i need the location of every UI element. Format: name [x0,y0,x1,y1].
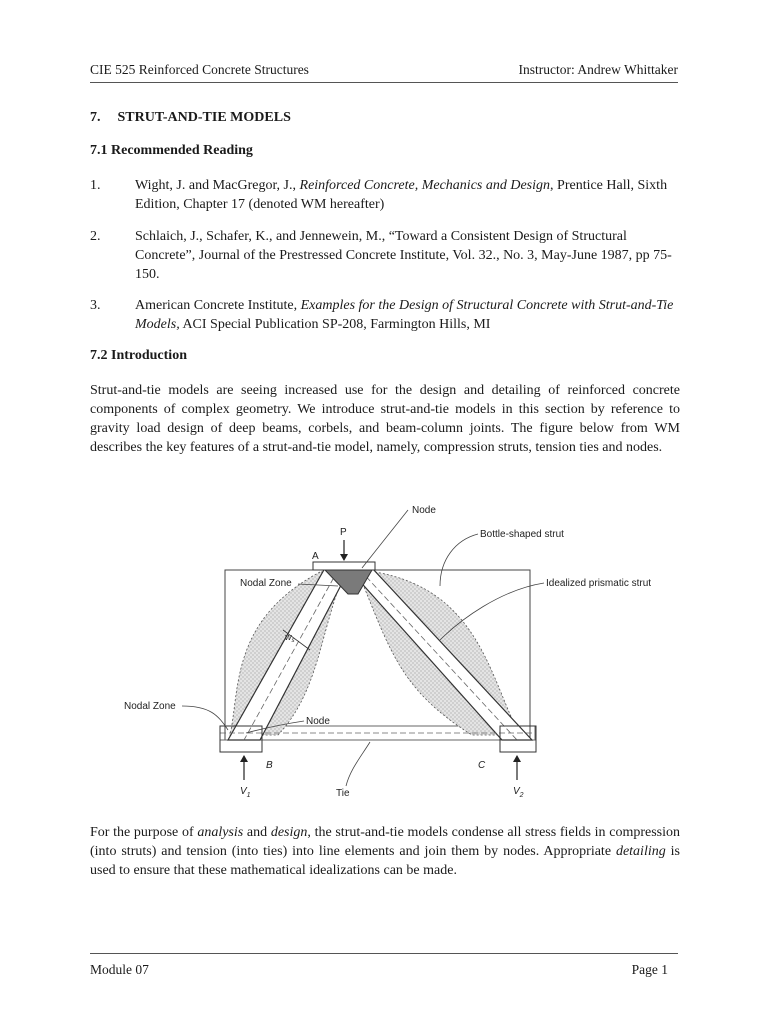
intro-paragraph: Strut-and-tie models are seeing increased use for the design and detailing of reinforced concrete components of complex geometry. We introduce strut-and-tie models in this section by reference to gravity load design of deep beams, corbels, and beam-column joints. The figure below from WM describes the key features of a strut-and-tie model, namely, compression struts, tension ties and nodes. [90,383,680,455]
footer-module: Module 07 [90,962,149,977]
load-arrowhead [340,554,348,561]
reference-number: 1. [90,178,101,193]
reading-heading-text: Recommended Reading [111,143,253,158]
closing-paragraph: For the purpose of analysis and design, the strut-and-tie models condense all stress fields in compression (into struts) and tension (into ties) into line elements and join them by nodes. Appropriate detailing is used to ensure that these mathematical idealizations can be made. [90,825,681,878]
reference-1 [90,176,680,216]
footer-rule [90,953,678,954]
bottle-strut-leader [440,534,478,586]
strut-and-tie-figure [100,490,690,810]
nodal-zone-left-label: Nodal Zone [124,701,176,712]
header-instructor: Instructor: Andrew Whittaker [518,62,678,77]
section-title [90,110,291,126]
reference-number: 2. [90,229,101,244]
point-c-label: C [478,760,486,771]
reference-text: Schlaich, J., Schafer, K., and Jennewein, M., “Toward a Consistent Design of Structural Concrete”, Journal of the Prestressed Concrete Institute, Vol. 32., No. 3, May-June 1987, pp 75-150. [135,229,672,282]
prismatic-strut-label: Idealized prismatic strut [546,578,652,589]
point-b-label: B [266,760,273,771]
section-title-text: STRUT-AND-TIE MODELS [117,110,291,125]
reaction-left-label: $V_1$ [240,786,251,799]
reaction-right-label: $V_2$ [513,786,524,799]
reference-text: American Concrete Institute, Examples for the Design of Structural Concrete with Strut-and-Tie Models, ACI Special Publication SP-208, Farmington Hills, MI [135,298,674,332]
reaction-right-arrowhead [513,755,521,762]
reading-heading [90,143,253,159]
tie-label: Tie [336,788,350,799]
intro-heading-text: Introduction [111,348,187,363]
reference-3 [90,296,680,336]
footer-page: Page 1 [631,962,668,977]
point-a-label: A [312,551,319,562]
header-rule [90,82,678,83]
intro-heading [90,348,187,364]
reading-heading-number: 7.1 [90,143,108,158]
node-bottom-label: Node [306,716,330,727]
section-number: 7. [90,110,101,125]
nodal-zone-top-label: Nodal Zone [240,578,292,589]
intro-heading-number: 7.2 [90,348,108,363]
prismatic-strut-right [348,568,532,740]
node-top-label: Node [412,505,436,516]
strut-width-label: $w_s$ [285,632,295,644]
reaction-left-arrowhead [240,755,248,762]
node-top-leader [362,510,408,568]
reference-number: 3. [90,298,101,313]
header-course: CIE 525 Reinforced Concrete Structures [90,62,309,77]
load-label: P [340,527,347,538]
bottle-strut-label: Bottle-shaped strut [480,529,564,540]
tie-leader [346,742,370,786]
reference-text: Wight, J. and MacGregor, J., Reinforced Concrete, Mechanics and Design, Prentice Hall, Sixth Edition, Chapter 17 (denoted WM hereafter) [135,178,668,212]
reference-2 [90,227,680,287]
